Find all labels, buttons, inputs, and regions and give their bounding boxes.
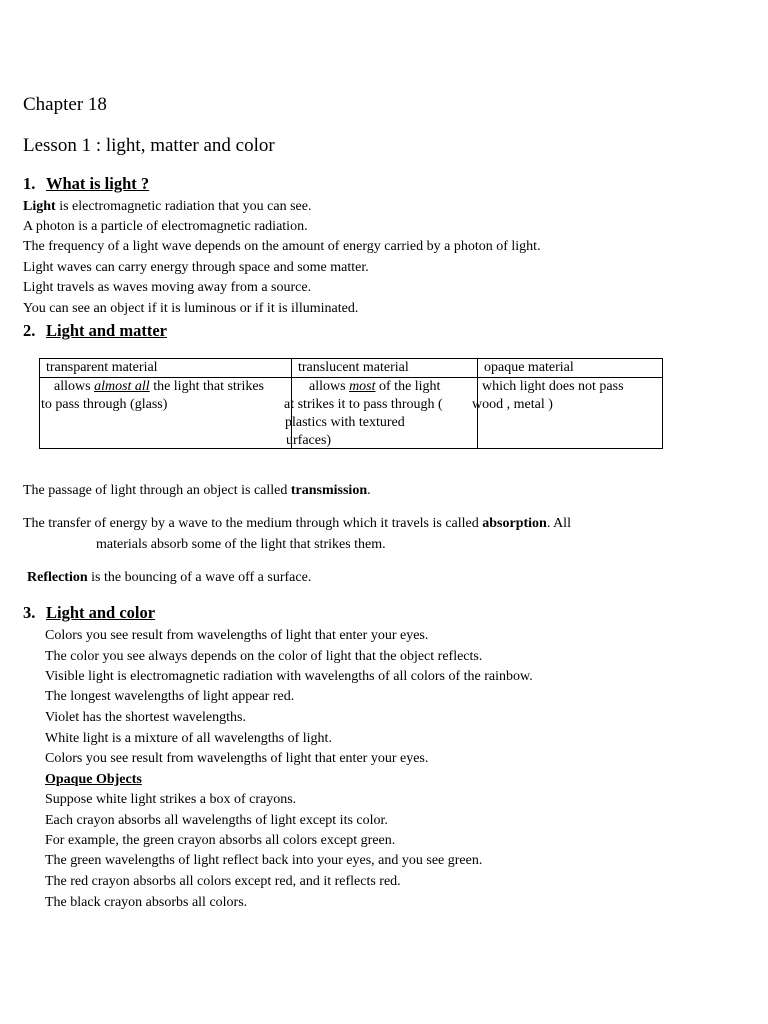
opaque-line: Suppose white light strikes a box of crayons. [45,792,297,807]
transmission-paragraph: The passage of light through an object is called transmission. [23,483,371,498]
waves-line: Light travels as waves moving away from a source. [23,280,312,295]
reflection-term: Reflection [27,570,88,585]
color-line: The color you see always depends on the color of light that the object reflects. [45,649,483,664]
energy-line: Light waves can carry energy through space and some matter. [23,260,369,275]
table-row [40,378,663,449]
section-title: Light and color [46,603,156,622]
frequency-line: The frequency of a light wave depends on the amount of energy carried by a photon of light. [23,239,541,254]
transparent-line-1: allows almost all the light that strikes [54,379,265,394]
section-heading-light-and-matter [23,321,167,341]
opaque-cell [472,378,663,449]
transmission-term: transmission [290,483,368,498]
light-definition-text: is electromagnetic radiation that you can see. [55,199,312,214]
table-header-cell: translucent material [292,359,478,378]
color-line: The longest wavelengths of light appear red. [45,689,295,704]
color-line: White light is a mixture of all wavelengths of light. [45,731,332,746]
light-definition [23,199,311,215]
table-header-cell: transparent material [40,359,292,378]
translucent-line-1: allows most of the light [309,379,441,394]
section-title: Light and matter [46,321,167,340]
transparent-line-2: to pass through (glass) [41,397,168,412]
absorption-term: absorption [482,516,547,531]
lesson-title: Lesson 1 : light, matter and color [23,135,275,156]
color-line: Violet has the shortest wavelengths. [45,710,246,725]
translucent-line-2: at strikes it to pass through ( [284,397,443,412]
materials-table [39,358,663,449]
table-header-row [40,359,663,378]
section-title: What is light ? [46,174,150,193]
translucent-line-3: plastics with textured [285,415,405,430]
absorption-paragraph: The transfer of energy by a wave to the medium through which it travels is called absorption. All [23,516,571,531]
translucent-cell [284,378,478,449]
emphasis-almost-all: almost all [94,379,150,394]
opaque-line: Each crayon absorbs all wavelengths of light except its color. [45,813,388,828]
section-number: 1. [23,174,36,193]
section-heading-light-and-color [23,603,155,623]
color-line: Colors you see result from wavelengths of light that enter your eyes. [45,628,429,643]
opaque-line: The black crayon absorbs all colors. [45,895,248,910]
reflection-paragraph: Reflection is the bouncing of a wave off a surface. [27,570,312,585]
section-number: 2. [23,321,36,340]
emphasis-most: most [349,379,376,394]
section-number: 3. [23,603,36,622]
opaque-line: The red crayon absorbs all colors except red, and it reflects red. [45,874,401,889]
light-term: Light [23,199,56,214]
opaque-line-1: which light does not pass [482,379,624,394]
opaque-line-2: wood , metal ) [472,397,553,412]
color-line: Colors you see result from wavelengths of light that enter your eyes. [45,751,429,766]
opaque-line: The green wavelengths of light reflect back into your eyes, and you see green. [45,853,483,868]
opaque-objects-heading: Opaque Objects [45,772,142,787]
photon-line: A photon is a particle of electromagnetic radiation. [23,219,308,234]
absorption-paragraph-continued: materials absorb some of the light that strikes them. [96,537,386,552]
chapter-title: Chapter 18 [23,94,107,115]
translucent-line-4: urfaces) [286,433,332,448]
transparent-cell [40,378,292,449]
luminous-line: You can see an object if it is luminous or if it is illuminated. [23,301,359,316]
opaque-line: For example, the green crayon absorbs all colors except green. [45,833,396,848]
table-header-cell: opaque material [478,359,663,378]
section-heading-what-is-light [23,174,149,194]
color-line: Visible light is electromagnetic radiation with wavelengths of all colors of the rainbow. [45,669,533,684]
